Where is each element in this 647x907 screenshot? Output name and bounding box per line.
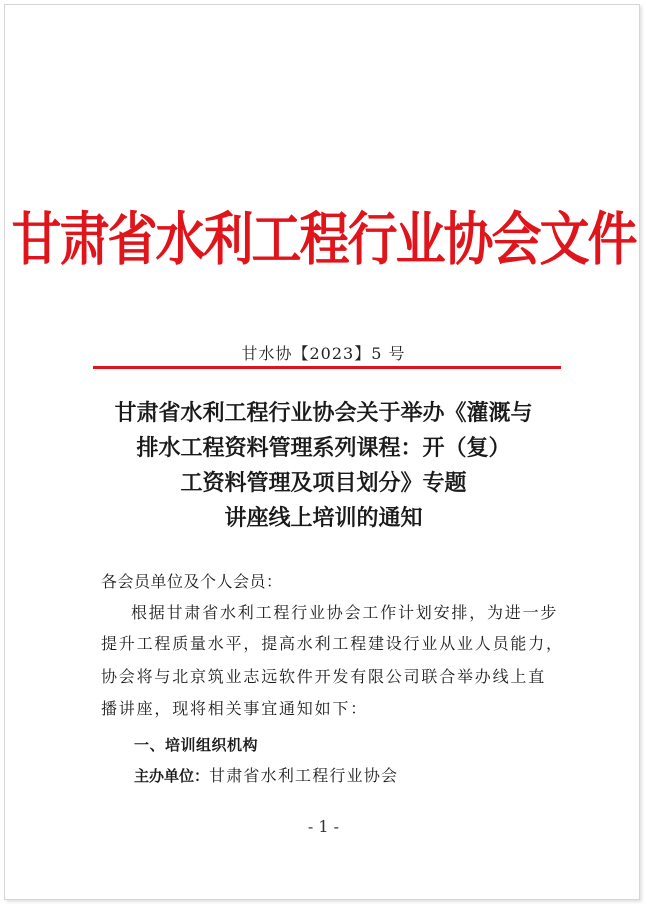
notice-title	[0, 396, 647, 536]
title-line: 甘肃省水利工程行业协会关于举办《灌溉与	[114, 400, 533, 426]
red-divider-line	[93, 366, 561, 369]
paragraph-line: 提升工程质量水平，提高水利工程建设行业从业人员能力，	[101, 634, 564, 653]
paragraph-line: 协会将与北京筑业志远软件开发有限公司联合举办线上直	[101, 667, 547, 686]
host-unit-label: 主办单位：	[134, 767, 210, 785]
title-line: 排水工程资料管理系列课程：开（复）	[136, 435, 511, 461]
masthead-title: 甘肃省水利工程行业协会文件	[11, 205, 636, 273]
page-number: - 1 -	[307, 817, 340, 836]
paragraph-line: 播讲座，现将相关事宜通知如下：	[101, 699, 369, 718]
paragraph-line: 根据甘肃省水利工程行业协会工作计划安排，为进一步	[131, 603, 559, 622]
host-unit-value: 甘肃省水利工程行业协会	[209, 766, 399, 785]
title-line: 工资料管理及项目划分》专题	[180, 470, 467, 496]
document-number: 甘水协【2023】5 号	[241, 344, 406, 363]
salutation: 各会员单位及个人会员：	[101, 572, 283, 591]
title-line: 讲座线上培训的通知	[224, 505, 423, 531]
host-unit-line	[134, 766, 398, 786]
section-heading: 一、培训组织机构	[134, 736, 259, 754]
